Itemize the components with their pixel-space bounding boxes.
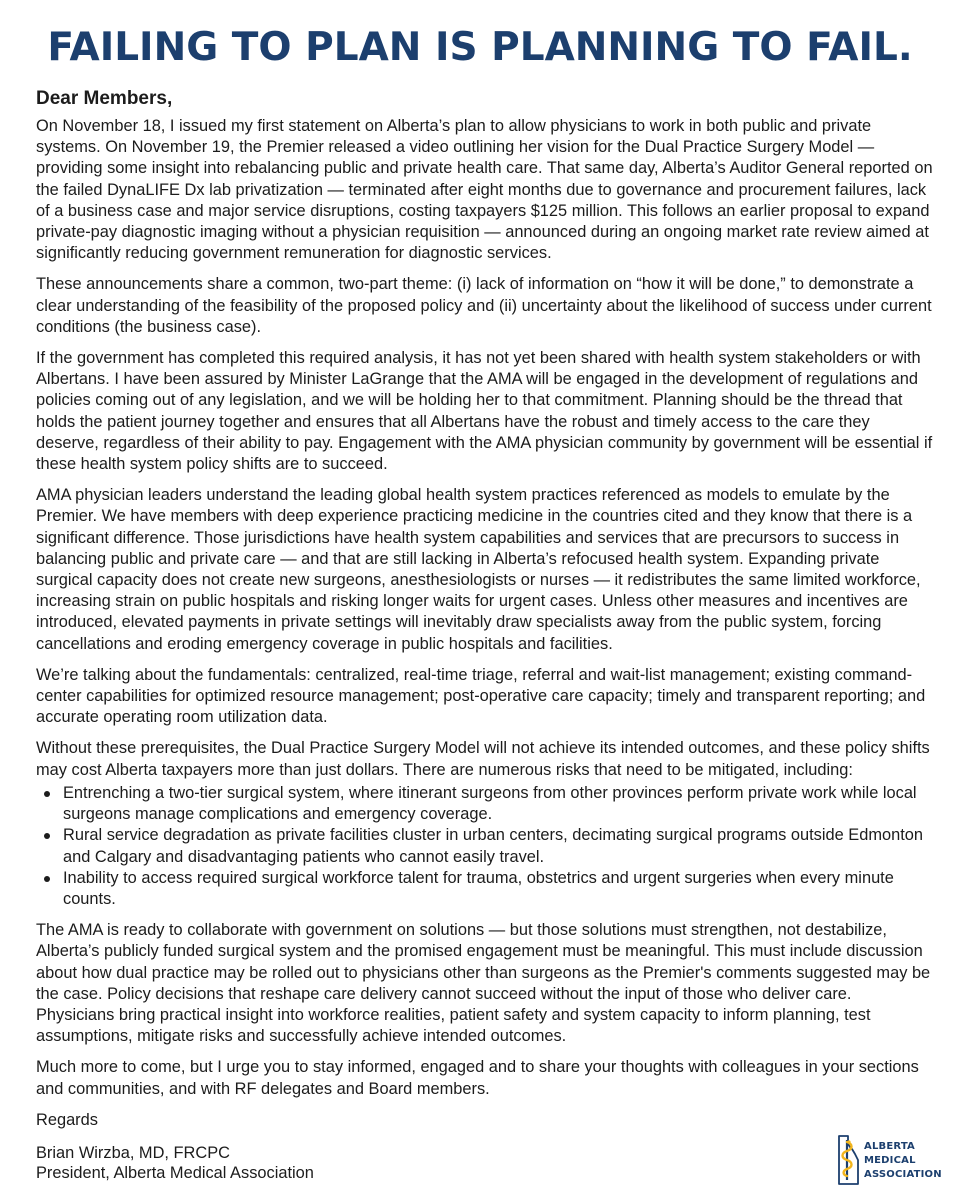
bullet-icon <box>44 791 50 797</box>
list-item <box>36 825 934 867</box>
letter-body <box>36 86 934 1183</box>
bullet-icon <box>44 876 50 882</box>
logo-wordmark <box>864 1140 942 1182</box>
list-item <box>36 783 934 825</box>
paragraph-2: These announcements share a common, two-part theme: (i) lack of information on “how it will be done,” to demonstrate a clear understanding of the feasibility of the proposed policy and (ii) uncertainty about the likelihood of success under current conditions (the business case). <box>36 275 932 336</box>
list-item <box>36 868 934 910</box>
logo-line-1: ALBERTA <box>864 1141 915 1152</box>
list-item-text: Entrenching a two-tier surgical system, where itinerant surgeons from other provinces perform private work while local surgeons manage complications and emergency coverage. <box>63 783 917 824</box>
ama-logo <box>836 1134 946 1186</box>
paragraph-8: Much more to come, but I urge you to stay informed, engaged and to share your thoughts with colleagues in your sections and communities, and with RF delegates and Board members. <box>36 1058 919 1098</box>
headline: FAILING TO PLAN IS PLANNING TO FAIL. <box>47 25 913 70</box>
paragraph-3: If the government has completed this required analysis, it has not yet been shared with health system stakeholders or with Albertans. I have been assured by Minister LaGrange that the AMA will be engaged in the development of regulations and policies coming out of any legislation, and we will be holding her to that commitment. Planning should be the thread that holds the patient journey together and ensures that all Albertans have the robust and timely access to the care they deserve, regardless of their ability to pay. Engagement with the AMA physician community by government will be essential if these health system policy shifts are to succeed. <box>36 349 933 474</box>
closing: Regards <box>36 1110 98 1129</box>
paragraph-4: AMA physician leaders understand the leading global health system practices referenced as models to emulate by the Premier. We have members with deep experience practicing medicine in the countries cited and they know that there is a significant difference. Those jurisdictions have health system capabilities and services that are precursors to success in balancing public and private care — and that are still lacking in Alberta’s refocused health system. Expanding private surgical capacity does not create new surgeons, anesthesiologists or nurses — it redistributes the same limited workforce, increasing strain on public hospitals and risking longer waits for urgent cases. Unless other measures and incentives are introduced, elevated payments in private settings will inevitably draw specialists away from the public system, forcing cancellations and eroding emergency coverage in public hospitals and facilities. <box>36 486 921 653</box>
alberta-caduceus-icon <box>836 1134 862 1186</box>
signature-title: President, Alberta Medical Association <box>36 1163 314 1182</box>
signature-name: Brian Wirzba, MD, FRCPC <box>36 1143 230 1162</box>
paragraph-5: We’re talking about the fundamentals: centralized, real-time triage, referral and wait-list management; existing command-center capabilities for optimized resource management; post-operative care capacity; timely and transparent reporting; and accurate operating room utilization data. <box>36 665 926 727</box>
list-item-text: Rural service degradation as private facilities cluster in urban centers, decimating surgical programs outside Edmonton and Calgary and disadvantaging patients who cannot easily travel. <box>63 826 924 866</box>
salutation: Dear Members, <box>36 88 173 109</box>
paragraph-6: Without these prerequisites, the Dual Practice Surgery Model will not achieve its intended outcomes, and these policy shifts may cost Alberta taxpayers more than just dollars. There are numerous risks that need to be mitigated, including: <box>36 739 930 779</box>
logo-line-3: ASSOCIATION <box>864 1169 942 1180</box>
bullet-icon <box>44 833 50 839</box>
logo-line-2: MEDICAL <box>864 1155 916 1166</box>
paragraph-1: On November 18, I issued my first statement on Alberta’s plan to allow physicians to work in both public and private systems. On November 19, the Premier released a video outlining her vision for the Dual Practice Surgery Model — providing some insight into rebalancing public and private health care. That same day, Alberta’s Auditor General reported on the failed DynaLIFE Dx lab privatization — terminated after eight months due to governance and procurement failures, lack of a business case and major service disruptions, costing taxpayers $125 million. This follows an earlier proposal to expand private-pay diagnostic imaging without a physician requisition — announced during an ongoing market rate review aimed at significantly reducing government remuneration for diagnostic services. <box>36 117 933 263</box>
paragraph-7: The AMA is ready to collaborate with government on solutions — but those solutions must strengthen, not destabilize, Alberta’s publicly funded surgical system and the promised engagement must be meaningful. This must include discussion about how dual practice may be rolled out to physicians other than surgeons as the Premier's comments suggested may be the case. Policy decisions that reshape care delivery cannot succeed without the input of those who deliver care. Physicians bring practical insight into workforce realities, patient safety and system capacity to inform planning, test assumptions, mitigate risks and successfully achieve intended outcomes. <box>36 921 931 1046</box>
risk-list <box>36 783 934 910</box>
list-item-text: Inability to access required surgical workforce talent for trauma, obstetrics and urgent surgeries when every minute counts. <box>63 868 894 908</box>
